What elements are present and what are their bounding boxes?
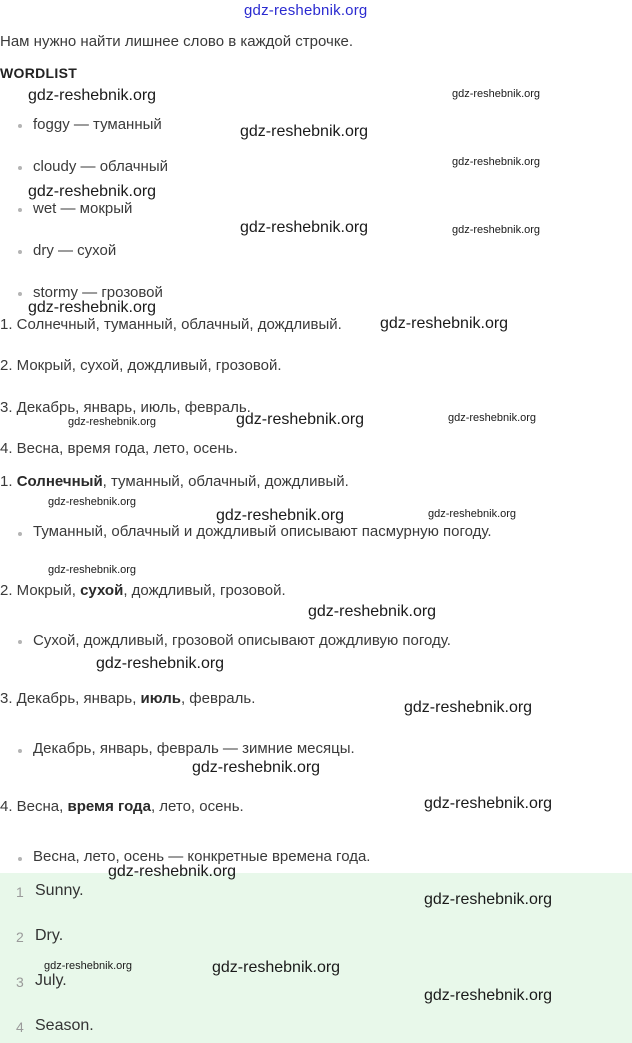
watermark: gdz-reshebnik.org — [192, 759, 321, 776]
bullet-icon — [18, 292, 22, 296]
bullet-icon — [18, 857, 22, 861]
explanation-text: , туманный, облачный, дождливый. — [102, 473, 349, 490]
watermark: gdz-reshebnik.org — [428, 508, 517, 520]
task-row: 2. Мокрый, сухой, дождливый, грозовой. — [0, 357, 282, 374]
watermark: gdz-reshebnik.org — [448, 412, 537, 424]
watermark: gdz-reshebnik.org — [96, 655, 225, 672]
watermark-top: gdz-reshebnik.org — [244, 2, 368, 19]
bullet-icon — [18, 166, 22, 170]
watermark: gdz-reshebnik.org — [380, 315, 509, 332]
watermark: gdz-reshebnik.org — [452, 88, 541, 100]
intro-text: Нам нужно найти лишнее слово в каждой строчке. — [0, 33, 354, 50]
explanation-row — [0, 690, 255, 707]
wordlist-item: wet — мокрый — [33, 200, 133, 217]
watermark: gdz-reshebnik.org — [308, 603, 437, 620]
wordlist-item: stormy — грозовой — [33, 284, 163, 301]
wordlist-item: cloudy — облачный — [33, 158, 168, 175]
odd-word: сухой — [80, 582, 124, 599]
watermark: gdz-reshebnik.org — [48, 564, 137, 576]
answer-text: Dry. — [35, 927, 64, 944]
watermark: gdz-reshebnik.org — [424, 795, 553, 812]
answer-text: Sunny. — [35, 882, 84, 899]
explanation-note: Декабрь, январь, февраль — зимние месяцы. — [33, 740, 355, 757]
answer-number: 3 — [16, 974, 24, 990]
watermark: gdz-reshebnik.org — [452, 224, 541, 236]
explanation-text: , лето, осень. — [150, 798, 244, 815]
explanation-note: Туманный, облачный и дождливый описывают пасмурную погоду. — [33, 523, 492, 540]
task-row: 4. Весна, время года, лето, осень. — [0, 440, 238, 457]
bullet-icon — [18, 749, 22, 753]
explanation-text: , дождливый, грозовой. — [123, 582, 286, 599]
watermark: gdz-reshebnik.org — [44, 960, 133, 972]
bullet-icon — [18, 250, 22, 254]
wordlist-item: foggy — туманный — [33, 116, 162, 133]
task-row: 3. Декабрь, январь, июль, февраль. — [0, 399, 251, 416]
bullet-icon — [18, 532, 22, 536]
watermark: gdz-reshebnik.org — [452, 156, 541, 168]
watermark: gdz-reshebnik.org — [28, 183, 157, 200]
odd-word: время года — [67, 798, 151, 815]
answer-text: July. — [35, 972, 67, 989]
watermark: gdz-reshebnik.org — [424, 987, 553, 1004]
watermark: gdz-reshebnik.org — [28, 87, 157, 104]
watermark: gdz-reshebnik.org — [212, 959, 341, 976]
watermark: gdz-reshebnik.org — [240, 219, 369, 236]
explanation-row — [0, 582, 286, 599]
answer-number: 2 — [16, 929, 24, 945]
watermark: gdz-reshebnik.org — [216, 507, 345, 524]
watermark: gdz-reshebnik.org — [108, 863, 237, 880]
watermark: gdz-reshebnik.org — [28, 299, 157, 316]
odd-word: июль — [140, 690, 181, 707]
explanation-text: 4. Весна, — [0, 798, 68, 815]
explanation-row — [0, 798, 244, 815]
bullet-icon — [18, 640, 22, 644]
answer-number: 1 — [16, 884, 24, 900]
watermark: gdz-reshebnik.org — [404, 699, 533, 716]
explanation-note: Сухой, дождливый, грозовой описывают дождливую погоду. — [33, 632, 451, 649]
wordlist-item: dry — сухой — [33, 242, 117, 259]
watermark: gdz-reshebnik.org — [68, 416, 157, 428]
bullet-icon — [18, 124, 22, 128]
wordlist-heading: WORDLIST — [0, 65, 78, 81]
watermark: gdz-reshebnik.org — [240, 123, 369, 140]
bullet-icon — [18, 208, 22, 212]
explanation-note: Весна, лето, осень — конкретные времена года. — [33, 848, 371, 865]
watermark: gdz-reshebnik.org — [236, 411, 365, 428]
odd-word: Солнечный — [16, 473, 103, 490]
explanation-text: 2. Мокрый, — [0, 582, 81, 599]
explanation-row — [0, 473, 349, 490]
task-row: 1. Солнечный, туманный, облачный, дождливый. — [0, 316, 342, 333]
answer-text: Season. — [35, 1017, 94, 1034]
explanation-text: , февраль. — [180, 690, 256, 707]
explanation-text: 3. Декабрь, январь, — [0, 690, 141, 707]
watermark: gdz-reshebnik.org — [48, 496, 137, 508]
explanation-text: 1. — [0, 473, 17, 490]
answer-number: 4 — [16, 1019, 24, 1035]
watermark: gdz-reshebnik.org — [424, 891, 553, 908]
